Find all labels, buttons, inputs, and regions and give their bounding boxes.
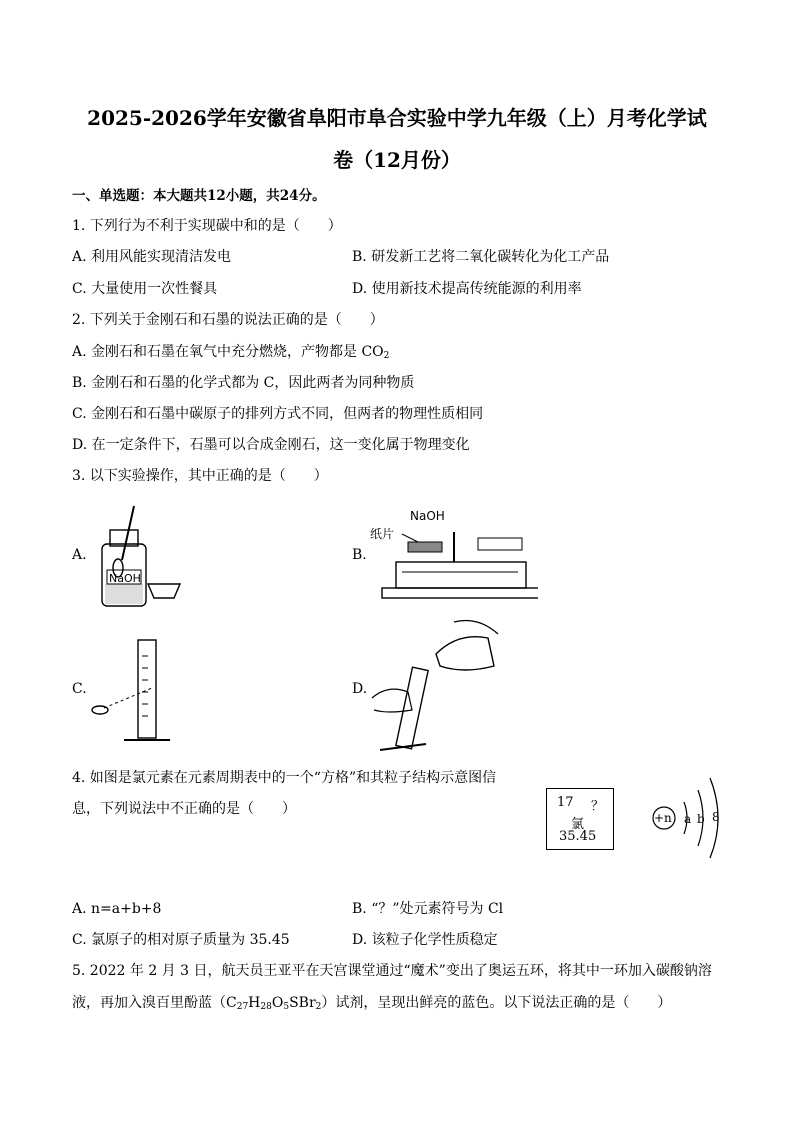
q4-stem-line1: 4. 如图是氯元素在元素周期表中的一个“方格”和其粒子结构示意图信 <box>72 770 497 786</box>
q3-figure-b-balance <box>368 504 538 604</box>
q4-option-d: D. 该粒子化学性质稳定 <box>352 932 498 948</box>
q3-stem: 3. 以下实验操作，其中正确的是（ ） <box>72 468 328 484</box>
q2-stem: 2. 下列关于金刚石和石墨的说法正确的是（ ） <box>72 312 384 328</box>
q4-option-a: A. n=a+b+8 <box>72 901 162 917</box>
q5-stem-line2: 液，再加入溴百里酚蓝$(C_{27}H_{28}O_5SBr_2)$试剂，呈现出鲜亮的蓝色。以下说法正确的是（ ） <box>72 995 672 1012</box>
nucleus-charge: +n <box>654 811 672 825</box>
q1-option-a: A. 利用风能实现清洁发电 <box>72 249 232 265</box>
q1-stem: 1. 下列行为不利于实现碳中和的是（ ） <box>72 218 342 234</box>
atomic-number: 17 <box>557 795 574 810</box>
q3-option-c-label: C. <box>72 681 87 697</box>
q3-figure-a-reagent-bottle <box>86 500 196 610</box>
q4-stem-line2: 息，下列说法中不正确的是（ ） <box>72 801 296 817</box>
shell-c-electrons: 8 <box>712 810 720 824</box>
q4-option-c: C. 氯原子的相对原子质量为 35.45 <box>72 932 290 948</box>
q1-option-d: D. 使用新技术提高传统能源的利用率 <box>352 281 582 297</box>
q3-figure-b-paper-text: 纸片 <box>370 527 395 541</box>
section-heading: 一、单选题：本大题共12小题，共24分。 <box>72 188 326 204</box>
q1-option-b: B. 研发新工艺将二氧化碳转化为化工产品 <box>352 249 610 265</box>
page-title-line1: 2025-2026学年安徽省阜阳市阜合实验中学九年级（上）月考化学试 <box>87 106 707 130</box>
particle-structure-diagram <box>650 774 740 864</box>
q3-option-b-label: B. <box>352 547 367 563</box>
q2-option-c: C. 金刚石和石墨中碳原子的排列方式不同，但两者的物理性质相同 <box>72 406 484 422</box>
shell-b-electrons: b <box>697 812 705 826</box>
atomic-mass: 35.45 <box>559 829 597 844</box>
q2-option-d: D. 在一定条件下，石墨可以合成金刚石，这一变化属于物理变化 <box>72 437 470 453</box>
q3-figure-d-pouring <box>368 614 518 754</box>
q5-stem-line1: 5. 2022 年 2 月 3 日，航天员王亚平在天宫课堂通过“魔术”变出了奥运五环，将其中一环加入碳酸钠溶 <box>72 963 712 979</box>
q3-option-a-label: A. <box>72 547 87 563</box>
q3-option-d-label: D. <box>352 681 368 697</box>
periodic-table-cell <box>546 788 614 850</box>
element-name: 氯 <box>571 817 585 832</box>
page-title-line2: 卷（12月份） <box>333 148 461 172</box>
element-symbol: ？ <box>591 799 605 814</box>
q3-figure-b-naoh-text: NaOH <box>410 509 445 523</box>
q2-option-a: A. 金刚石和石墨在氧气中充分燃烧，产物都是 $CO_2$ <box>72 344 390 361</box>
q1-option-c: C. 大量使用一次性餐具 <box>72 281 218 297</box>
q4-option-b: B. “？”处元素符号为 Cl <box>352 901 504 917</box>
q3-figure-a-text: NaOH <box>109 572 141 585</box>
shell-a-electrons: a <box>684 812 692 826</box>
q3-figure-c-graduated-cylinder <box>86 636 196 746</box>
q2-option-b: B. 金刚石和石墨的化学式都为 C，因此两者为同种物质 <box>72 375 415 391</box>
